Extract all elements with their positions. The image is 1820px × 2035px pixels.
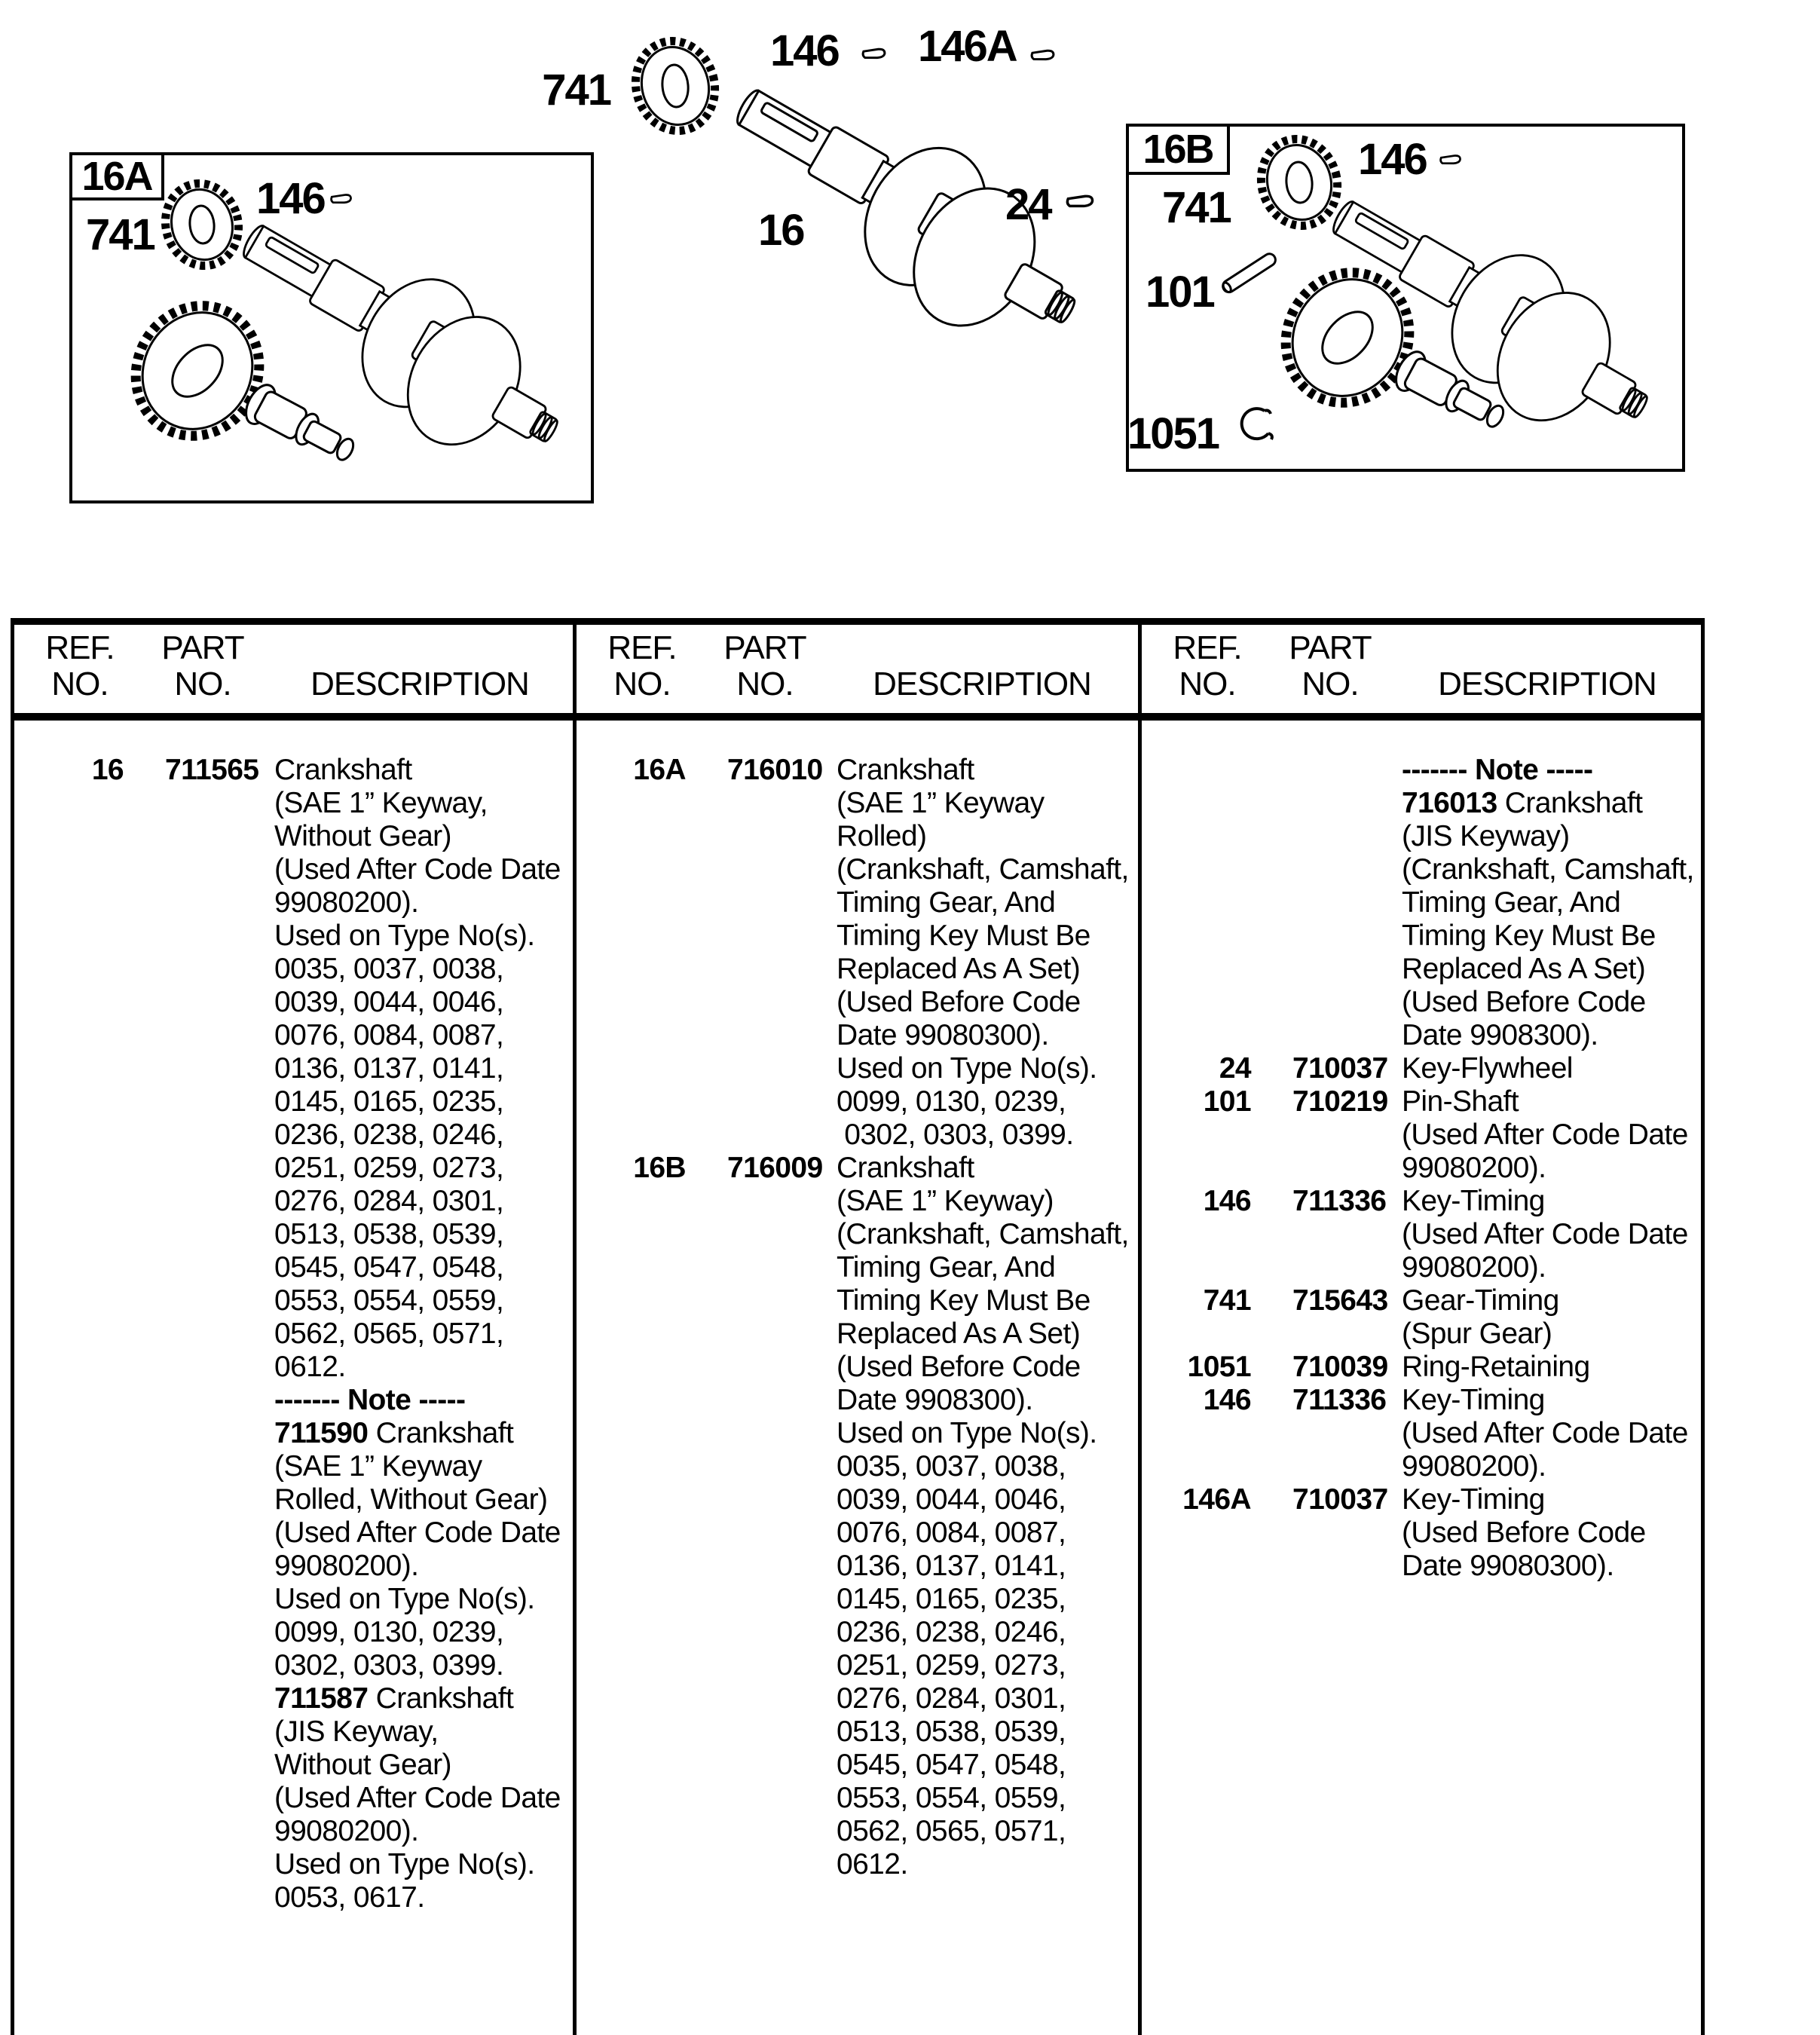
note-line [1138, 754, 1700, 787]
note-line [1138, 820, 1700, 853]
part-row-line [11, 820, 573, 853]
description-line: Timing Key Must Be [837, 1284, 1090, 1317]
description-line: Used on Type No(s). [837, 1052, 1097, 1085]
description-line: Key-Flywheel [1402, 1052, 1573, 1085]
part-row-line [11, 1052, 573, 1085]
description-line: Rolled, Without Gear) [274, 1483, 548, 1516]
part-row-line [11, 1682, 573, 1715]
part-row-line [573, 1317, 1135, 1351]
description-line: Key-Timing [1402, 1384, 1545, 1416]
description-line: Key-Timing [1402, 1483, 1545, 1516]
description-line: 0513, 0538, 0539, [274, 1218, 504, 1250]
description-line: (JIS Keyway) [1402, 820, 1570, 852]
part-no: 716009 [727, 1152, 823, 1184]
description-line: 0302, 0303, 0399. [274, 1649, 504, 1682]
description-line: Pin-Shaft [1402, 1085, 1519, 1118]
description-line: (Used Before Code [837, 1351, 1081, 1383]
part-row-line [1138, 1152, 1700, 1185]
col2-header-description: DESCRIPTION [873, 666, 1091, 702]
description-line: 99080200). [1402, 1152, 1546, 1184]
part-row-line [11, 1881, 573, 1914]
part-label-146-16a: 146 [256, 174, 325, 223]
part-no: 710039 [1292, 1351, 1388, 1383]
part-row-line [573, 1682, 1135, 1715]
description-line: 0513, 0538, 0539, [837, 1715, 1066, 1748]
description-line: Key-Timing [1402, 1185, 1545, 1217]
description-line: 0612. [274, 1351, 346, 1383]
description-line: 99080200). [274, 1815, 419, 1847]
description-line: Timing Key Must Be [1402, 920, 1656, 952]
parts-list-column-2 [573, 754, 1135, 1881]
part-row-line [11, 1284, 573, 1317]
table-top-border [11, 618, 1705, 625]
part-row-line [11, 920, 573, 953]
part-row-line [11, 1848, 573, 1881]
part-no: 710037 [1292, 1052, 1388, 1085]
part-row-line [1138, 1384, 1700, 1417]
part-row-line [1138, 1251, 1700, 1284]
part-label-16: 16 [758, 206, 804, 255]
part-label-741-16b: 741 [1162, 183, 1231, 232]
description-line: (SAE 1” Keyway [274, 1450, 482, 1483]
part-row-line [573, 1848, 1135, 1881]
part-row-line [11, 1384, 573, 1417]
part-row-line [573, 853, 1135, 886]
part-row-line [573, 1384, 1135, 1417]
description-line: Without Gear) [274, 820, 451, 852]
note-line [1138, 986, 1700, 1019]
ref-no: 146 [1203, 1384, 1251, 1416]
part-row-line [1138, 1550, 1700, 1583]
part-row-line [1138, 1317, 1700, 1351]
description-line: 0251, 0259, 0273, [837, 1649, 1066, 1682]
description-line: Date 9908300). [837, 1384, 1033, 1416]
description-line: 0553, 0554, 0559, [837, 1782, 1066, 1814]
description-line: 716013 Crankshaft [1402, 787, 1643, 819]
inset-box-16a [69, 152, 594, 503]
part-row-line [573, 1218, 1135, 1251]
description-line: 0145, 0165, 0235, [274, 1085, 504, 1118]
part-row-line [573, 886, 1135, 920]
part-row-line [573, 1085, 1135, 1118]
part-row-line [1138, 1516, 1700, 1550]
description-line: Gear-Timing [1402, 1284, 1559, 1317]
part-row-line [1138, 1185, 1700, 1218]
description-line: 99080200). [274, 886, 419, 919]
description-line: (Crankshaft, Camshaft, [1402, 853, 1694, 886]
part-row-line [11, 1550, 573, 1583]
ref-no: 16A [633, 754, 686, 786]
description-line: 0035, 0037, 0038, [837, 1450, 1066, 1483]
description-line: 0553, 0554, 0559, [274, 1284, 504, 1317]
description-line: Used on Type No(s). [274, 1583, 535, 1615]
description-line: (Used After Code Date [1402, 1417, 1688, 1449]
description-line: (Used Before Code [837, 986, 1081, 1018]
part-row-line [11, 1152, 573, 1185]
description-line: Without Gear) [274, 1749, 451, 1781]
ref-no: 741 [1203, 1284, 1251, 1317]
description-line: 0136, 0137, 0141, [837, 1550, 1066, 1582]
col3-header-ref: REF. [1173, 629, 1242, 666]
part-row-line [11, 1815, 573, 1848]
part-row-line [11, 1185, 573, 1218]
part-row-line [1138, 1118, 1700, 1152]
parts-list-column-1 [11, 754, 573, 1914]
part-row-line [573, 1284, 1135, 1317]
part-row-line [11, 986, 573, 1019]
flywheel-key-24-icon [1066, 189, 1094, 213]
part-row-line [11, 1417, 573, 1450]
description-line: 0145, 0165, 0235, [837, 1583, 1066, 1615]
part-row-line [1138, 1085, 1700, 1118]
ref-no: 24 [1219, 1052, 1251, 1085]
description-line: 0562, 0565, 0571, [837, 1815, 1066, 1847]
description-line: Ring-Retaining [1402, 1351, 1590, 1383]
part-row-line [1138, 1483, 1700, 1516]
part-row-line [11, 1085, 573, 1118]
part-label-146-top: 146 [770, 26, 839, 75]
part-row-line [573, 1251, 1135, 1284]
description-line: 0039, 0044, 0046, [837, 1483, 1066, 1516]
part-row-line [573, 1351, 1135, 1384]
description-line: (SAE 1” Keyway, [274, 787, 488, 819]
part-row-line [573, 920, 1135, 953]
col1-header-part-no: NO. [174, 666, 231, 702]
description-line: 0545, 0547, 0548, [274, 1251, 504, 1284]
description-line: (Used After Code Date [274, 1516, 561, 1549]
note-line [1138, 953, 1700, 986]
part-label-146-16b: 146 [1358, 135, 1427, 184]
description-line: Crankshaft [837, 1152, 974, 1184]
description-line: (Used After Code Date [1402, 1218, 1688, 1250]
description-line: (Used After Code Date [1402, 1118, 1688, 1151]
part-no: 716010 [727, 754, 823, 786]
part-row-line [11, 1019, 573, 1052]
description-line: 0562, 0565, 0571, [274, 1317, 504, 1350]
part-no: 711565 [165, 754, 259, 786]
description-line: (Used Before Code [1402, 1516, 1646, 1549]
description-line: 0276, 0284, 0301, [274, 1185, 504, 1217]
col3-header-ref-no: NO. [1179, 666, 1236, 702]
part-no: 710219 [1292, 1085, 1388, 1118]
description-line: (Used After Code Date [274, 853, 561, 886]
col1-header-description: DESCRIPTION [310, 666, 529, 702]
col1-header-ref: REF. [45, 629, 115, 666]
description-line: (Spur Gear) [1402, 1317, 1552, 1350]
ref-no: 146A [1182, 1483, 1251, 1516]
description-line: 99080200). [274, 1550, 419, 1582]
description-line: 0251, 0259, 0273, [274, 1152, 504, 1184]
table-header-separator [11, 713, 1705, 721]
description-line: Used on Type No(s). [274, 920, 535, 952]
description-line: 0076, 0084, 0087, [274, 1019, 504, 1051]
part-row-line [573, 1052, 1135, 1085]
col3-header-part-no: NO. [1302, 666, 1359, 702]
description-line: Timing Gear, And [837, 886, 1056, 919]
description-line: Timing Gear, And [837, 1251, 1056, 1284]
part-row-line [573, 1782, 1135, 1815]
part-row-line [573, 1417, 1135, 1450]
note-line [1138, 920, 1700, 953]
description-line: Date 99080300). [837, 1019, 1049, 1051]
part-row-line [11, 1351, 573, 1384]
description-line: 99080200). [1402, 1450, 1546, 1483]
part-row-line [573, 1616, 1135, 1649]
description-line: 0612. [837, 1848, 908, 1880]
inset-box-16b-title: 16B [1129, 127, 1230, 175]
description-line: ------- Note ----- [274, 1384, 466, 1416]
description-line: Timing Key Must Be [837, 920, 1090, 952]
description-line: 0302, 0303, 0399. [837, 1118, 1074, 1151]
ref-no: 16B [633, 1152, 686, 1184]
part-row-line [573, 1152, 1135, 1185]
part-row-line [573, 986, 1135, 1019]
part-row-line [11, 886, 573, 920]
description-line: Replaced As A Set) [837, 1317, 1081, 1350]
timing-key-146a-icon [1030, 44, 1054, 65]
timing-key-146-icon [861, 43, 886, 63]
part-row-line [573, 953, 1135, 986]
col1-header-ref-no: NO. [51, 666, 109, 702]
part-row-line [11, 754, 573, 787]
description-line: 0035, 0037, 0038, [274, 953, 504, 985]
description-line: Crankshaft [274, 754, 412, 786]
description-line: Used on Type No(s). [837, 1417, 1097, 1449]
part-row-line [11, 1649, 573, 1682]
col1-header-part: PART [161, 629, 244, 666]
description-line: 0076, 0084, 0087, [837, 1516, 1066, 1549]
part-row-line [1138, 1351, 1700, 1384]
description-line: 0099, 0130, 0239, [837, 1085, 1066, 1118]
description-line: (SAE 1” Keyway) [837, 1185, 1054, 1217]
col3-header-part: PART [1289, 629, 1372, 666]
part-row-line [11, 1583, 573, 1616]
description-line: (Crankshaft, Camshaft, [837, 853, 1129, 886]
part-row-line [573, 1550, 1135, 1583]
part-no: 711336 [1292, 1384, 1387, 1416]
col3-header-description: DESCRIPTION [1438, 666, 1656, 702]
description-line: (Used After Code Date [274, 1782, 561, 1814]
note-line [1138, 853, 1700, 886]
part-row-line [11, 853, 573, 886]
timing-gear-icon [626, 32, 725, 140]
part-row-line [573, 1483, 1135, 1516]
inset-box-16a-title: 16A [72, 155, 164, 200]
part-row-line [11, 1317, 573, 1351]
ref-no: 146 [1203, 1185, 1251, 1217]
part-no: 710037 [1292, 1483, 1388, 1516]
part-row-line [1138, 1417, 1700, 1450]
part-row-line [11, 953, 573, 986]
note-line [1138, 886, 1700, 920]
parts-list-column-3 [1138, 754, 1700, 1583]
ref-no: 16 [91, 754, 124, 786]
part-row-line [11, 1218, 573, 1251]
part-no: 715643 [1292, 1284, 1388, 1317]
part-row-line [11, 1251, 573, 1284]
description-line: 0545, 0547, 0548, [837, 1749, 1066, 1781]
part-row-line [573, 1649, 1135, 1682]
description-line: 0236, 0238, 0246, [837, 1616, 1066, 1648]
col2-header-ref-no: NO. [613, 666, 671, 702]
description-line: Crankshaft [837, 754, 974, 786]
part-label-1051: 1051 [1127, 409, 1219, 458]
ref-no: 1051 [1187, 1351, 1251, 1383]
part-row-line [573, 1516, 1135, 1550]
part-label-146a-top: 146A [918, 22, 1017, 71]
part-label-24: 24 [1005, 180, 1051, 229]
col2-header-part: PART [723, 629, 806, 666]
description-line: Timing Gear, And [1402, 886, 1621, 919]
note-line [1138, 787, 1700, 820]
part-row-line [11, 1715, 573, 1749]
description-line: 99080200). [1402, 1251, 1546, 1284]
description-line: (JIS Keyway, [274, 1715, 439, 1748]
part-no: 711336 [1292, 1185, 1387, 1217]
part-row-line [11, 1749, 573, 1782]
description-line: Date 9908300). [1402, 1019, 1598, 1051]
part-row-line [573, 1019, 1135, 1052]
description-line: 0053, 0617. [274, 1881, 425, 1914]
description-line: 0099, 0130, 0239, [274, 1616, 504, 1648]
description-line: Used on Type No(s). [274, 1848, 535, 1880]
part-row-line [573, 820, 1135, 853]
part-row-line [573, 1118, 1135, 1152]
description-line: (Crankshaft, Camshaft, [837, 1218, 1129, 1250]
description-line: Replaced As A Set) [1402, 953, 1646, 985]
part-row-line [11, 1516, 573, 1550]
part-row-line [573, 1450, 1135, 1483]
description-line: 0276, 0284, 0301, [837, 1682, 1066, 1715]
description-line: (Used Before Code [1402, 986, 1646, 1018]
part-row-line [573, 787, 1135, 820]
part-row-line [573, 754, 1135, 787]
part-row-line [11, 1616, 573, 1649]
description-line: 0136, 0137, 0141, [274, 1052, 504, 1085]
col2-header-ref: REF. [607, 629, 677, 666]
part-row-line [1138, 1218, 1700, 1251]
part-row-line [573, 1715, 1135, 1749]
note-line [1138, 1019, 1700, 1052]
description-line: ------- Note ----- [1402, 754, 1593, 786]
description-line: 0039, 0044, 0046, [274, 986, 504, 1018]
part-row-line [573, 1185, 1135, 1218]
part-row-line [573, 1815, 1135, 1848]
part-row-line [11, 1450, 573, 1483]
part-row-line [573, 1749, 1135, 1782]
description-line: Replaced As A Set) [837, 953, 1081, 985]
table-right-border [1701, 618, 1705, 2035]
part-label-101: 101 [1146, 268, 1214, 317]
part-row-line [1138, 1052, 1700, 1085]
part-label-741-16a: 741 [86, 210, 154, 259]
part-label-741-top: 741 [542, 66, 610, 115]
part-row-line [1138, 1450, 1700, 1483]
description-line: 711590 Crankshaft [274, 1417, 514, 1449]
col2-header-part-no: NO. [736, 666, 794, 702]
part-row-line [11, 1782, 573, 1815]
description-line: 0236, 0238, 0246, [274, 1118, 504, 1151]
description-line: Rolled) [837, 820, 927, 852]
description-line: 711587 Crankshaft [274, 1682, 514, 1715]
part-row-line [1138, 1284, 1700, 1317]
ref-no: 101 [1203, 1085, 1251, 1118]
part-row-line [11, 787, 573, 820]
part-row-line [11, 1483, 573, 1516]
part-row-line [11, 1118, 573, 1152]
description-line: (SAE 1” Keyway [837, 787, 1045, 819]
description-line: Date 99080300). [1402, 1550, 1614, 1582]
part-row-line [573, 1583, 1135, 1616]
